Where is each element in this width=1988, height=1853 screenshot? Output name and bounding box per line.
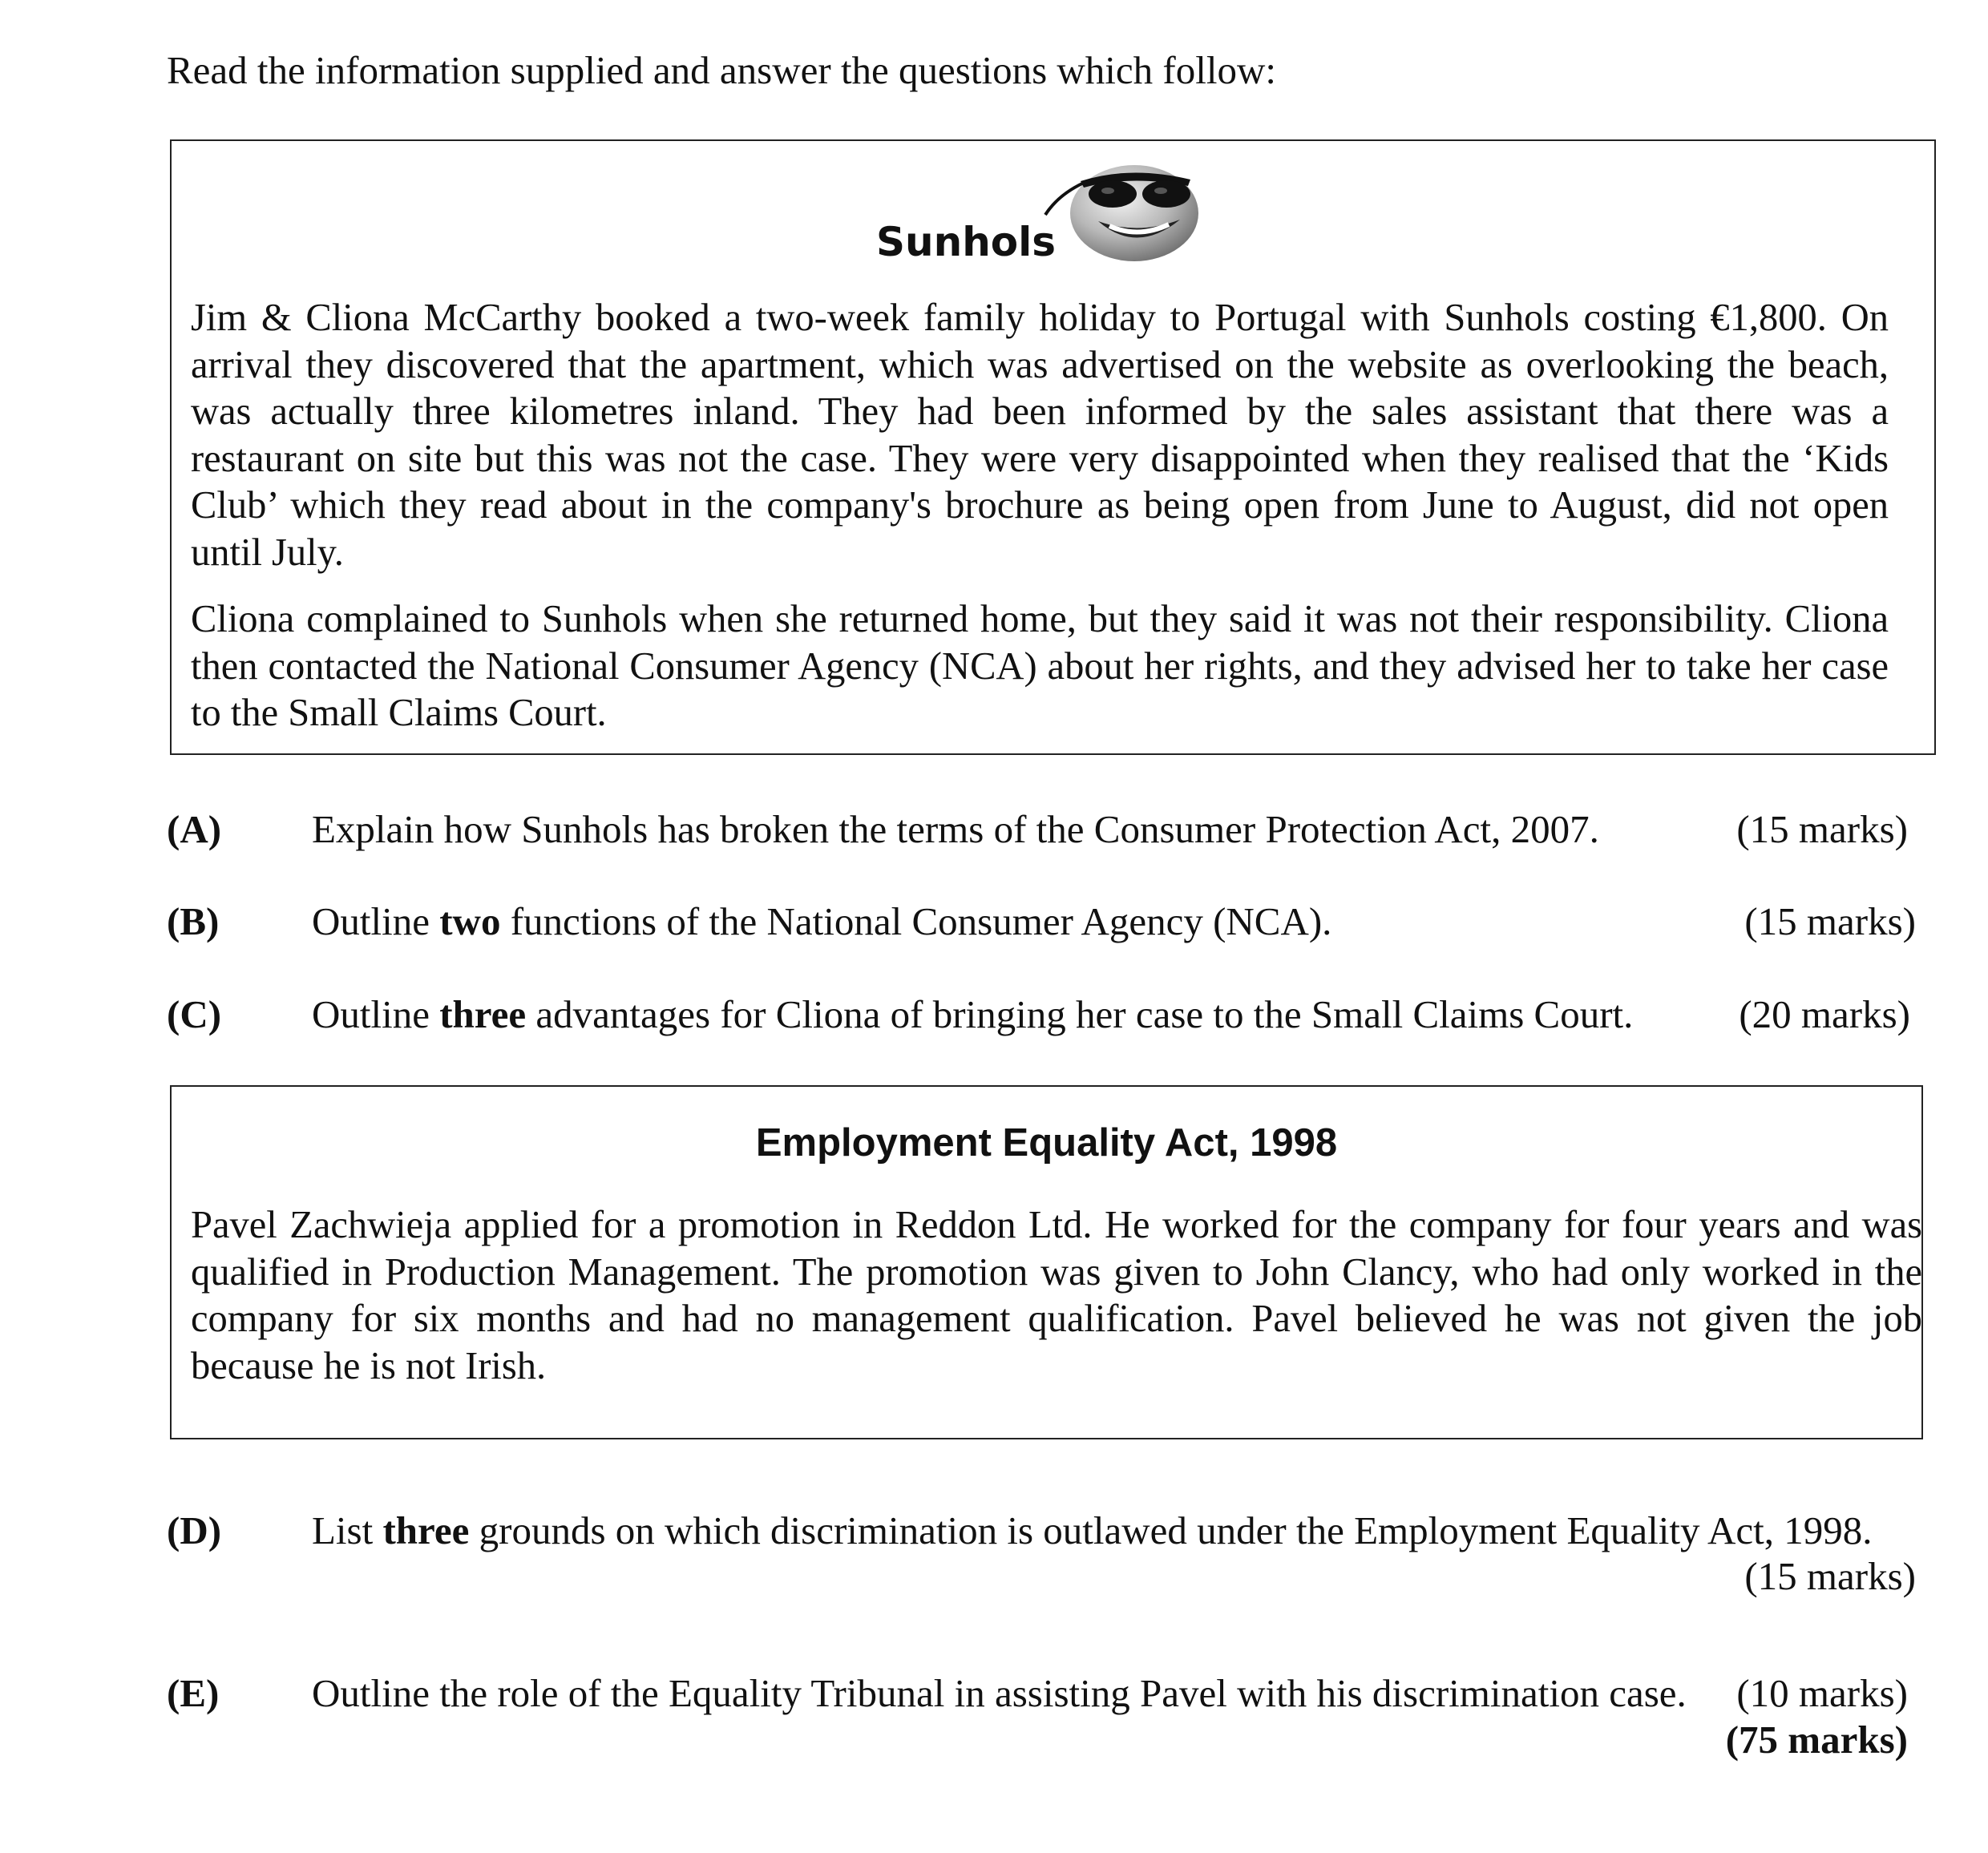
question-c-text: Outline three advantages for Cliona of bringing her case to the Small Claims Court. bbox=[312, 992, 1634, 1036]
sunhols-logo-text: Sunhols bbox=[876, 219, 1057, 265]
sunhols-paragraph-1: Jim & Cliona McCarthy booked a two-week family holiday to Portugal with Sunhols costing €1,800. On arrival they discovered that the apartment, which was advertised on the website as overlooking the beach, was actually three kilometres inland. They had been informed by the sales assistant that there was a restaurant on site but this was not the case. They were very disappointed when they realised that the ‘Kids Club’ which they read about in the company's brochure as being open from June to August, did not open until July. bbox=[191, 297, 1889, 574]
question-c-label: (C) bbox=[167, 992, 222, 1036]
question-d-text: List three grounds on which discrimination is outlawed under the Employment Equality Act, 1998. bbox=[312, 1508, 1873, 1552]
question-b-marks: (15 marks) bbox=[1744, 899, 1916, 943]
question-a-text: Explain how Sunhols has broken the terms of the Consumer Protection Act, 2007. bbox=[312, 807, 1599, 851]
total-marks: (75 marks) bbox=[1725, 1718, 1908, 1762]
question-b-label: (B) bbox=[167, 899, 220, 943]
employment-case-paragraph: Pavel Zachwieja applied for a promotion in Reddon Ltd. He worked for the company for four years and was qualified in Production Management. The promotion was given to John Clancy, who had only worked in the company for six months and had no management qualification. Pavel believed he was not given the job because he is not Irish. bbox=[191, 1204, 1922, 1387]
question-e-marks: (10 marks) bbox=[1736, 1671, 1908, 1715]
instructions: Read the information supplied and answer the questions which follow: bbox=[167, 48, 1276, 92]
question-a-label: (A) bbox=[167, 807, 222, 851]
question-a-marks: (15 marks) bbox=[1736, 807, 1908, 851]
question-e-label: (E) bbox=[167, 1671, 220, 1715]
question-e-text: Outline the role of the Equality Tribunal in assisting Pavel with his discrimination case. bbox=[312, 1671, 1687, 1715]
sunglasses-smiley-icon bbox=[1042, 159, 1210, 263]
question-d-label: (D) bbox=[167, 1508, 222, 1552]
question-b-text: Outline two functions of the National Consumer Agency (NCA). bbox=[312, 899, 1332, 943]
employment-act-heading: Employment Equality Act, 1998 bbox=[755, 1121, 1338, 1165]
sunhols-paragraph-2: Cliona complained to Sunhols when she returned home, but they said it was not their responsibility. Cliona then contacted the National Consumer Agency (NCA) about her rights, and they advised her to take her case to the Small Claims Court. bbox=[191, 598, 1889, 734]
question-c-marks: (20 marks) bbox=[1739, 992, 1910, 1036]
question-d-marks: (15 marks) bbox=[1744, 1554, 1916, 1598]
